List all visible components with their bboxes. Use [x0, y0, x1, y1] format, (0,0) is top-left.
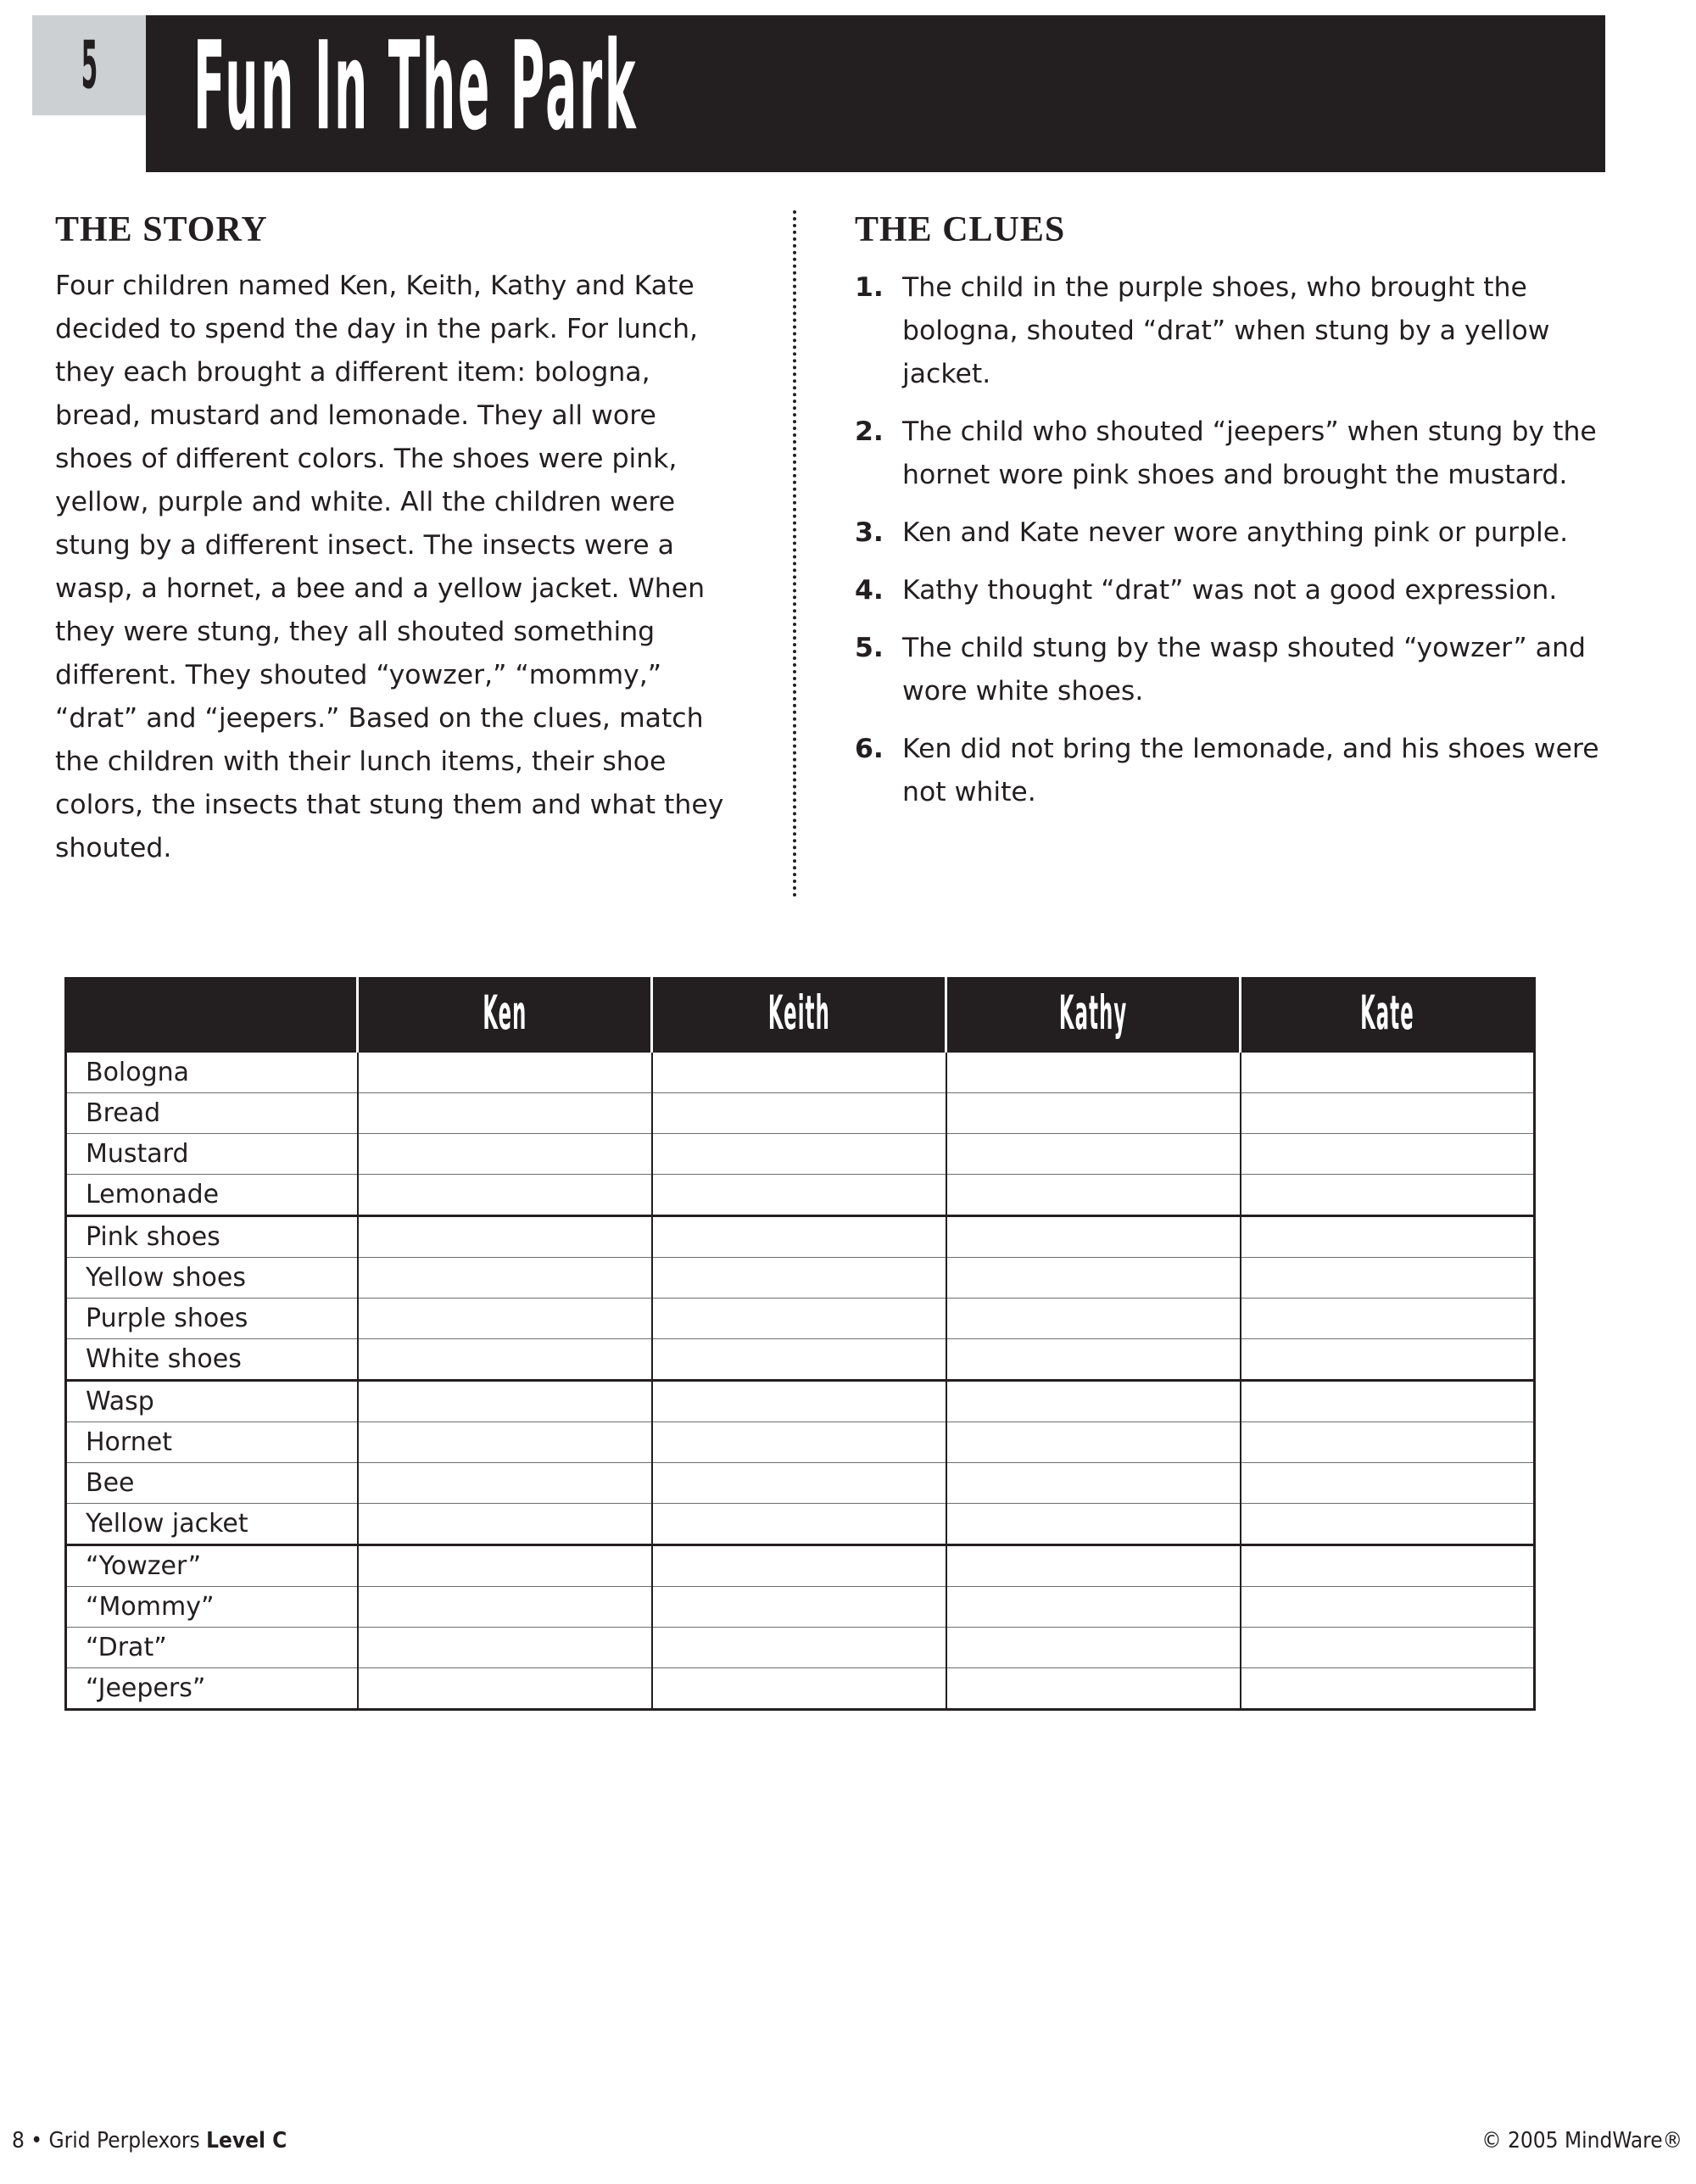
- grid-cell[interactable]: [652, 1381, 946, 1422]
- grid-row: [66, 1381, 1535, 1422]
- grid-cell[interactable]: [652, 1545, 946, 1587]
- puzzle-number-box: [32, 15, 149, 172]
- grid-cell[interactable]: [946, 1628, 1241, 1668]
- grid-cell[interactable]: [1241, 1216, 1535, 1258]
- clue-text: Ken did not bring the lemonade, and his shoes were not white.: [902, 734, 1599, 807]
- grid-cell[interactable]: [652, 1339, 946, 1381]
- grid-cell[interactable]: [358, 1053, 652, 1093]
- logic-grid-container: [64, 977, 1535, 1711]
- grid-row: [66, 1134, 1535, 1175]
- grid-row-label: Yellow shoes: [66, 1258, 358, 1299]
- grid-cell[interactable]: [946, 1258, 1241, 1299]
- grid-cell[interactable]: [1241, 1299, 1535, 1339]
- clue-number: 5.: [855, 633, 884, 663]
- grid-cell[interactable]: [358, 1545, 652, 1587]
- grid-row: [66, 1628, 1535, 1668]
- grid-row-label: Bread: [66, 1093, 358, 1134]
- grid-cell[interactable]: [946, 1504, 1241, 1545]
- grid-cell[interactable]: [358, 1299, 652, 1339]
- clue-text: Ken and Kate never wore anything pink or purple.: [902, 517, 1569, 548]
- grid-cell[interactable]: [652, 1258, 946, 1299]
- grid-header-row-group: [66, 979, 1535, 1053]
- clue-number: 1.: [855, 272, 884, 303]
- grid-cell[interactable]: [946, 1422, 1241, 1463]
- grid-cell[interactable]: [1241, 1093, 1535, 1134]
- grid-cell[interactable]: [358, 1258, 652, 1299]
- page-title: Fun In The Park: [193, 14, 639, 158]
- grid-cell[interactable]: [652, 1093, 946, 1134]
- grid-cell[interactable]: [1241, 1339, 1535, 1381]
- footer-copyright: © 2005 MindWare®: [1481, 2128, 1682, 2153]
- story-section: [55, 210, 725, 870]
- grid-row-label: “Drat”: [66, 1628, 358, 1668]
- grid-column-header-kathy: [946, 979, 1241, 1053]
- clue-item: [855, 569, 1601, 612]
- grid-cell[interactable]: [652, 1175, 946, 1216]
- grid-cell[interactable]: [652, 1463, 946, 1504]
- grid-row-label: Lemonade: [66, 1175, 358, 1216]
- grid-row: [66, 1668, 1535, 1710]
- grid-cell[interactable]: [1241, 1175, 1535, 1216]
- content-columns: [0, 210, 1696, 906]
- clue-item: [855, 511, 1601, 555]
- grid-row: [66, 1053, 1535, 1093]
- grid-cell[interactable]: [652, 1299, 946, 1339]
- grid-cell[interactable]: [652, 1504, 946, 1545]
- grid-cell[interactable]: [358, 1504, 652, 1545]
- grid-cell[interactable]: [652, 1134, 946, 1175]
- grid-row-label: Mustard: [66, 1134, 358, 1175]
- grid-cell[interactable]: [1241, 1668, 1535, 1710]
- grid-cell[interactable]: [652, 1628, 946, 1668]
- grid-cell[interactable]: [358, 1628, 652, 1668]
- grid-cell[interactable]: [652, 1587, 946, 1628]
- clue-number: 3.: [855, 517, 884, 548]
- grid-cell[interactable]: [358, 1216, 652, 1258]
- grid-cell[interactable]: [358, 1587, 652, 1628]
- grid-row-label: Yellow jacket: [66, 1504, 358, 1545]
- grid-cell[interactable]: [946, 1381, 1241, 1422]
- grid-cell[interactable]: [652, 1422, 946, 1463]
- grid-cell[interactable]: [946, 1053, 1241, 1093]
- clue-item: [855, 627, 1601, 713]
- grid-corner-cell: [66, 979, 358, 1053]
- grid-cell[interactable]: [946, 1134, 1241, 1175]
- grid-row-label: Hornet: [66, 1422, 358, 1463]
- clue-number: 2.: [855, 416, 884, 447]
- grid-cell[interactable]: [1241, 1587, 1535, 1628]
- grid-cell[interactable]: [946, 1093, 1241, 1134]
- grid-cell[interactable]: [946, 1587, 1241, 1628]
- grid-row-label: “Jeepers”: [66, 1668, 358, 1710]
- clue-number: 6.: [855, 734, 884, 764]
- grid-cell[interactable]: [1241, 1545, 1535, 1587]
- grid-row: [66, 1587, 1535, 1628]
- page-footer: [0, 2128, 1696, 2162]
- grid-row: [66, 1339, 1535, 1381]
- grid-column-header-label: Kathy: [1058, 985, 1128, 1041]
- grid-row: [66, 1093, 1535, 1134]
- grid-row: [66, 1463, 1535, 1504]
- grid-cell[interactable]: [652, 1053, 946, 1093]
- grid-row: [66, 1299, 1535, 1339]
- grid-cell[interactable]: [1241, 1628, 1535, 1668]
- grid-row-label: Purple shoes: [66, 1299, 358, 1339]
- grid-cell[interactable]: [946, 1545, 1241, 1587]
- grid-cell[interactable]: [1241, 1422, 1535, 1463]
- clue-item: [855, 728, 1601, 814]
- logic-grid-table: [64, 977, 1536, 1711]
- footer-page-label: 8 • Grid Perplexors: [12, 2128, 207, 2153]
- grid-row: [66, 1258, 1535, 1299]
- column-divider-dotted: [793, 210, 796, 897]
- grid-header-row: [66, 979, 1535, 1053]
- grid-row-label: White shoes: [66, 1339, 358, 1381]
- clue-text: Kathy thought “drat” was not a good expression.: [902, 575, 1558, 606]
- grid-cell[interactable]: [1241, 1381, 1535, 1422]
- story-paragraph: Four children named Ken, Keith, Kathy and Kate decided to spend the day in the park. For lunch, they each brought a different item: bologna, bread, mustard and lemonade. They all wore shoes of different colors. The shoes were pink, yellow, purple and white. All the children were stung by a different insect. The insects were a wasp, a hornet, a bee and a yellow jacket. When they were stung, they all shouted something different. They shouted “yowzer,” “mommy,” “drat” and “jeepers.” Based on the clues, match the children with their lunch items, their shoe colors, the insects that stung them and what they shouted.: [55, 271, 724, 863]
- grid-cell[interactable]: [946, 1216, 1241, 1258]
- grid-cell[interactable]: [1241, 1463, 1535, 1504]
- grid-cell[interactable]: [652, 1216, 946, 1258]
- clue-text: The child stung by the wasp shouted “yowzer” and wore white shoes.: [902, 633, 1586, 707]
- grid-cell[interactable]: [358, 1093, 652, 1134]
- clue-text: The child in the purple shoes, who brought the bologna, shouted “drat” when stung by a yellow jacket.: [902, 272, 1550, 389]
- grid-row-label: Pink shoes: [66, 1216, 358, 1258]
- footer-level-label: Level C: [206, 2128, 287, 2153]
- grid-cell[interactable]: [1241, 1134, 1535, 1175]
- grid-cell[interactable]: [358, 1463, 652, 1504]
- grid-column-header-ken: [358, 979, 652, 1053]
- clues-list: [855, 266, 1601, 814]
- footer-left: [12, 2128, 287, 2153]
- grid-column-header-label: Kate: [1360, 985, 1414, 1041]
- grid-cell[interactable]: [1241, 1504, 1535, 1545]
- grid-cell[interactable]: [946, 1668, 1241, 1710]
- grid-row-label: Wasp: [66, 1381, 358, 1422]
- puzzle-number: 5: [81, 25, 98, 103]
- grid-row-label: “Mommy”: [66, 1587, 358, 1628]
- grid-row: [66, 1422, 1535, 1463]
- grid-cell[interactable]: [358, 1381, 652, 1422]
- grid-cell[interactable]: [946, 1339, 1241, 1381]
- grid-cell[interactable]: [946, 1463, 1241, 1504]
- puzzle-number-shade: [32, 15, 146, 115]
- story-heading: THE STORY: [55, 210, 268, 249]
- grid-column-header-kate: [1241, 979, 1535, 1053]
- clue-number: 4.: [855, 575, 884, 606]
- grid-row: [66, 1175, 1535, 1216]
- grid-column-header-label: Keith: [767, 985, 830, 1041]
- clues-section: [855, 210, 1601, 829]
- grid-cell[interactable]: [1241, 1258, 1535, 1299]
- grid-cell[interactable]: [358, 1134, 652, 1175]
- grid-cell[interactable]: [1241, 1053, 1535, 1093]
- grid-row: [66, 1216, 1535, 1258]
- grid-cell[interactable]: [652, 1668, 946, 1710]
- grid-cell[interactable]: [358, 1339, 652, 1381]
- grid-column-header-label: Ken: [482, 985, 527, 1041]
- grid-cell[interactable]: [358, 1668, 652, 1710]
- grid-cell[interactable]: [358, 1422, 652, 1463]
- clue-item: [855, 266, 1601, 396]
- grid-cell[interactable]: [946, 1299, 1241, 1339]
- grid-row-label: Bologna: [66, 1053, 358, 1093]
- grid-row-label: Bee: [66, 1463, 358, 1504]
- grid-column-header-keith: [652, 979, 946, 1053]
- clues-heading: THE CLUES: [855, 210, 1066, 249]
- puzzle-number-white-block: [32, 115, 146, 172]
- grid-body: [66, 1053, 1535, 1710]
- clue-item: [855, 411, 1601, 497]
- grid-cell[interactable]: [946, 1175, 1241, 1216]
- grid-row: [66, 1545, 1535, 1587]
- clue-text: The child who shouted “jeepers” when stung by the hornet wore pink shoes and brought the mustard.: [902, 416, 1597, 490]
- grid-row: [66, 1504, 1535, 1545]
- grid-cell[interactable]: [358, 1175, 652, 1216]
- grid-row-label: “Yowzer”: [66, 1545, 358, 1587]
